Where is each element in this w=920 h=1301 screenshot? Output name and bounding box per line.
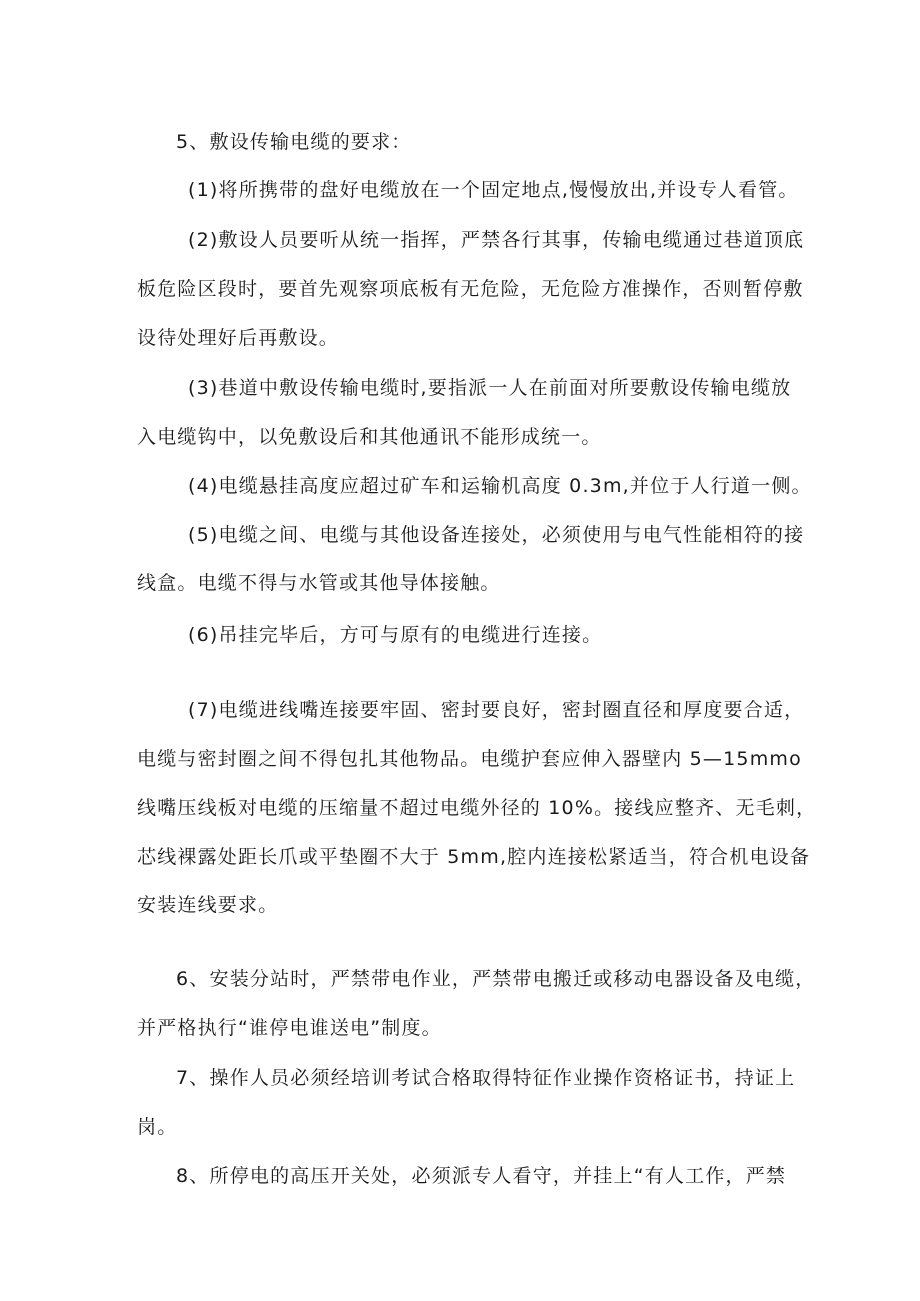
section-8-line-1: 8、所停电的高压开关处，必须派专人看守，并挂上“有人工作，严禁 — [176, 1165, 787, 1187]
item-7-line-1: (7)电缆进线嘴连接要牢固、密封要良好，密封圈直径和厚度要合适， — [188, 699, 805, 721]
item-6-line-1: (6)吊挂完毕后，方可与原有的电缆进行连接。 — [188, 624, 603, 646]
item-3-line-1: (3)巷道中敷设传输电缆时,要指派一人在前面对所要敷设传输电缆放 — [188, 377, 792, 399]
item-2-line-1: (2)敷设人员要听从统一指挥，严禁各行其事，传输电缆通过巷道顶底 — [188, 229, 805, 251]
item-2-line-2: 板危险区段时，要首先观察项底板有无危险，无危险方准操作，否则暂停敷 — [137, 278, 804, 300]
item-3-line-2: 入电缆钩中，以免敷设后和其他通讯不能形成统一。 — [137, 426, 602, 448]
item-1-line-1: (1)将所携带的盘好电缆放在一个固定地点,慢慢放出,并设专人看管。 — [188, 179, 799, 201]
item-5-line-1: (5)电缆之间、电缆与其他设备连接处，必须使用与电气性能相符的接 — [188, 524, 805, 546]
section-5-heading: 5、敷设传输电缆的要求： — [176, 131, 412, 153]
section-7-line-2: 岗。 — [137, 1116, 178, 1138]
section-6-line-1: 6、安装分站时，严禁带电作业，严禁带电搬迁或移动电器设备及电缆， — [176, 968, 816, 990]
item-2-line-3: 设待处理好后再敷设。 — [137, 327, 340, 349]
section-6-line-2: 并严格执行“谁停电谁送电”制度。 — [137, 1017, 442, 1039]
item-5-line-2: 线盒。电缆不得与水管或其他导体接触。 — [137, 572, 501, 594]
item-7-line-4: 芯线裸露处距长爪或平垫圈不大于 5mm,腔内连接松紧适当，符合机电设备 — [137, 846, 811, 868]
item-7-line-2: 电缆与密封圈之间不得包扎其他物品。电缆护套应伸入器壁内 5—15mmo — [137, 748, 802, 770]
item-7-line-3: 线嘴压线板对电缆的压缩量不超过电缆外径的 10%。接线应整齐、无毛刺， — [137, 797, 817, 819]
item-4-line-1: (4)电缆悬挂高度应超过矿车和运输机高度 0.3m,并位于人行道一侧。 — [188, 475, 812, 497]
item-7-line-5: 安装连线要求。 — [137, 894, 279, 916]
section-7-line-1: 7、操作人员必须经培训考试合格取得特征作业操作资格证书，持证上 — [176, 1067, 796, 1089]
